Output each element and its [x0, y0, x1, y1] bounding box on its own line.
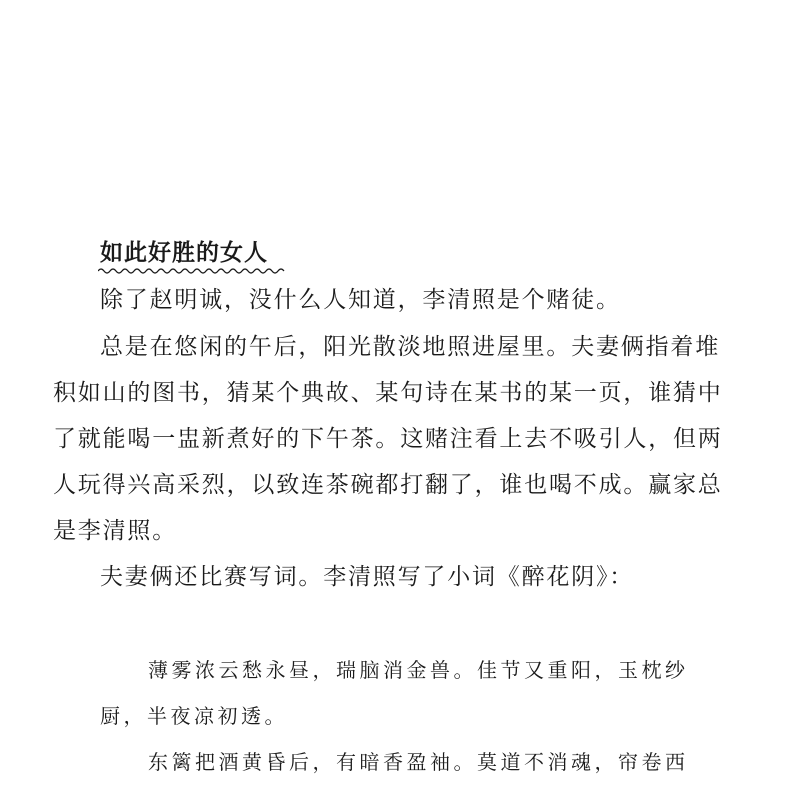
paragraph-line: 夫妻俩还比赛写词。李清照写了小词《醉花阴》：	[100, 564, 635, 590]
poem-line: 厨，半夜凉初透。	[100, 704, 288, 728]
section-heading: 如此好胜的女人	[100, 240, 268, 266]
paragraph-line: 除了赵明诚，没什么人知道，李清照是个赌徒。	[100, 287, 621, 313]
paragraph-line: 积如山的图书，猜某个典故、某句诗在某书的某一页，谁猜中	[53, 380, 723, 406]
heading-wavy-underline	[98, 267, 286, 275]
paragraph-line: 了就能喝一盅新煮好的下午茶。这赌注看上去不吸引人，但两	[53, 426, 723, 452]
poem-line: 东篱把酒黄昏后，有暗香盈袖。莫道不消魂，帘卷西	[148, 750, 689, 774]
poem-line: 薄雾浓云愁永昼，瑞脑消金兽。佳节又重阳，玉枕纱	[148, 658, 689, 682]
paragraph-line: 人玩得兴高采烈，以致连茶碗都打翻了，谁也喝不成。赢家总	[53, 472, 723, 498]
paragraph-line: 总是在悠闲的午后，阳光散淡地照进屋里。夫妻俩指着堆	[100, 334, 720, 360]
paragraph-line: 是李清照。	[53, 518, 177, 544]
